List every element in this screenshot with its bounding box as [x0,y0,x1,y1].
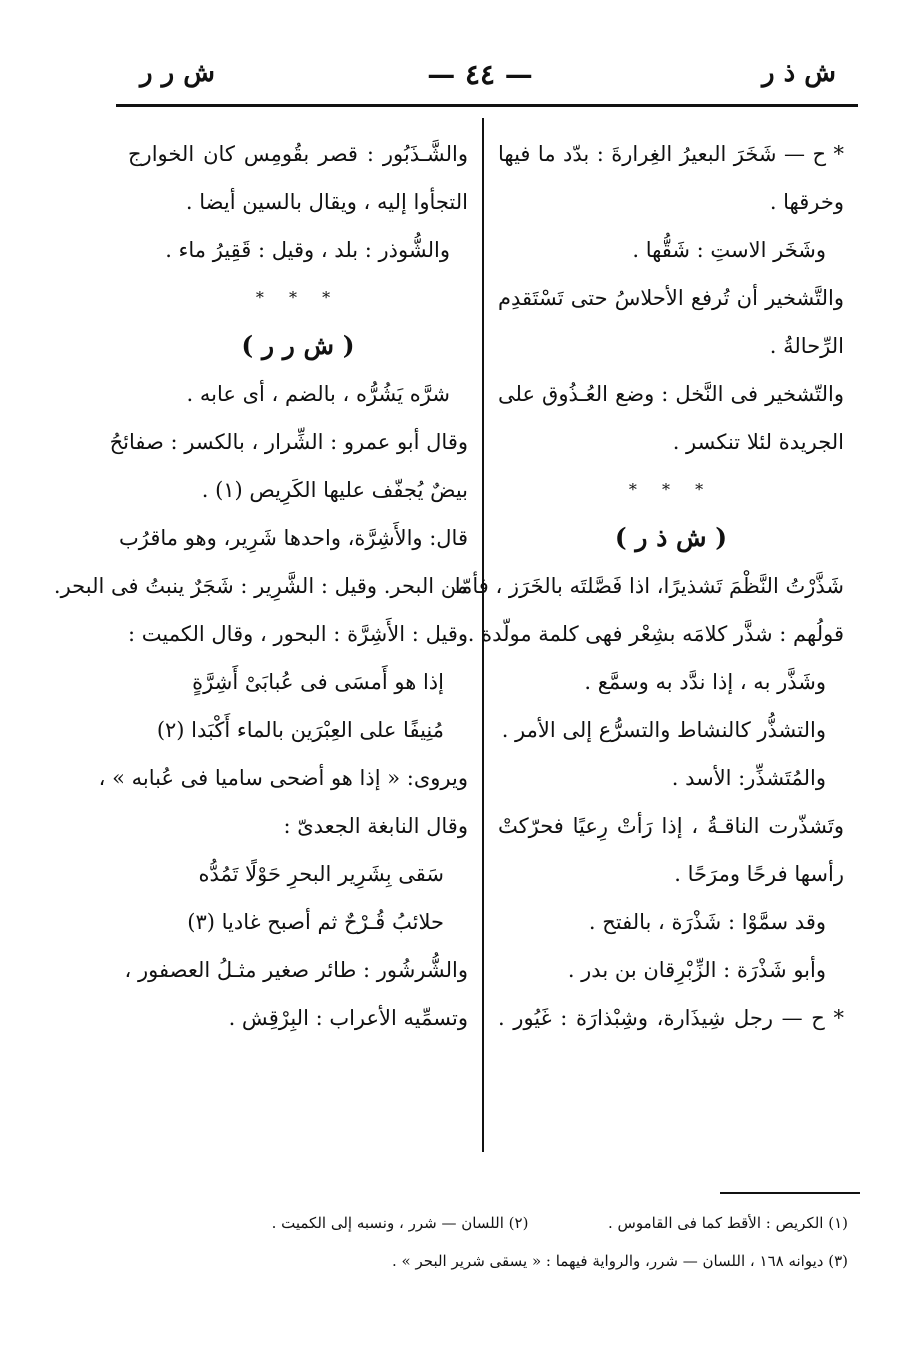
left-column-text-line: حلائبُ قُـرْحٌ ثم أصبح غاديا (٣) [187,910,444,934]
running-head-left: ش ر ر [140,58,215,88]
right-column-text-line: والتَّشخير أن تُرفع الأحلاسُ حتى تَسْتَقدِم [498,286,844,310]
right-column-text-line: رأسها فرحًا ومرَحًا . [674,862,844,886]
right-column [454,130,844,1042]
right-column-text-line: والمُتَشذِّر: الأسد . [671,766,826,790]
right-column-text-line: شَذَّرْتُ النَّظْمَ تَشذيرًا، اذا فَصَّلتَه بالخَرَز ، فأمّا [454,574,844,598]
page-number: — ٤٤ — [427,58,533,91]
right-column-text-line: وتَشذّرت الناقـةُ ، إذا رَأتْ رِعيًا فحرّكتْ [498,814,844,838]
right-column-text-line: الرِّحالةُ . [769,334,844,358]
left-column-text-line: من البحر. وقيل : الشَّرِير : شَجَرٌ ينبتُ فى البحر. [53,574,468,598]
left-column-text-line: سَقى بِشَرِير البحرِ حَوْلًا تَمُدُّه [198,862,444,886]
right-column-text-line: والتشذُّر كالنشاط والتسرُّع إلى الأمر . [501,718,826,742]
left-column-text-line: إذا هو أَمسَى فى عُبابَىْ أَشِرَّةٍ [192,670,444,694]
left-column [53,130,468,1042]
left-column-text-line: والشُّوذر : بلد ، وقيل : قَقِيرُ ماء . [165,238,450,262]
footnote-1: (١) الكريص : الأقط كما فى القاموس . [608,1214,848,1232]
right-column-text-line: والتّشخير فى النَّخل : وضع العُـذُوق على [498,382,844,406]
footnote-2: (٢) اللسان — شرر ، ونسبه إلى الكميت . [271,1214,529,1232]
left-column-text-line: ويروى: « إذا هو أضحى ساميا فى عُبابه » ، [98,766,468,790]
right-column-section-title: ( ش ذ ر ) [614,523,728,552]
left-column-text-line: بيضٌ يُجفّف عليها الكَرِيص (١) . [201,478,468,502]
right-column-text-line: * ح — شَخَرَ البعيرُ الغِرارةَ : بدّد ما فيها [498,142,844,166]
footnote-3: (٣) ديوانه ١٦٨ ، اللسان — شرر، والرواية فيهما : « يسقى شرير البحر » . [392,1252,848,1270]
right-column-text-line: وشَذَّر به ، إذا ندَّد به وسمَّع . [584,670,826,694]
running-head-right: ش ذ ر [762,58,836,88]
right-column-text-line: وشَخَر الاستِ : شَقُّها . [632,238,826,262]
left-column-text-line: شرَّه يَشُرُّه ، بالضم ، أى عابه . [186,382,450,406]
right-column-text-line: * ح — رجل شِيذَارة، وشِبْذارَة : غَيُور . [498,1006,844,1030]
left-column-text-line: والشَّـذَبُور : قصر بقُومِس كان الخوارج [128,142,468,166]
right-column-text-line: وقد سمَّوْا : شَذْرَة ، بالفتح . [588,910,826,934]
right-column-text-line: وأبو شَذْرَة : الزِّبْرِقان بن بدر . [567,958,826,982]
right-column-section-divider: * * * [628,480,714,499]
footnotes-line-2 [120,1252,848,1270]
right-column-text-line: قولُهم : شذَّر كلامَه بشِعْر فهى كلمة مولّدة . [467,622,844,646]
left-column-section-divider: * * * [255,288,341,307]
left-column-text-line: وقال أبو عمرو : الشِّرار ، بالكسر : صفائحُ [109,430,468,454]
left-column-text-line: وقيل : الأَشِرَّة : البحور ، وقال الكميت : [128,622,468,646]
left-column-text-line: قال: والأَشِرَّة، واحدها شَرِير، وهو ماقرُب [118,526,468,550]
header-rule [116,104,858,107]
right-column-text-line: وخرقها . [769,190,844,214]
footnote-rule [720,1192,860,1194]
left-column-text-line: وتسمِّيه الأعراب : البِرْقِش . [228,1006,468,1030]
left-column-text-line: مُنِيفًا على العِبْرَين بالماء أَكْبَدا (٢) [156,718,444,742]
left-column-text-line: والشُّرشُور : طائر صغير مثـلُ العصفور ، [124,958,468,982]
left-column-text-line: وقال النابغة الجعدىّ : [283,814,468,838]
right-column-text-line: الجريدة لئلا تنكسر . [672,430,844,454]
footnotes-line-1 [120,1214,848,1232]
left-column-text-line: التجأوا إليه ، ويقال بالسين أيضا . [185,190,468,214]
left-column-section-title: ( ش ر ر ) [241,331,355,360]
